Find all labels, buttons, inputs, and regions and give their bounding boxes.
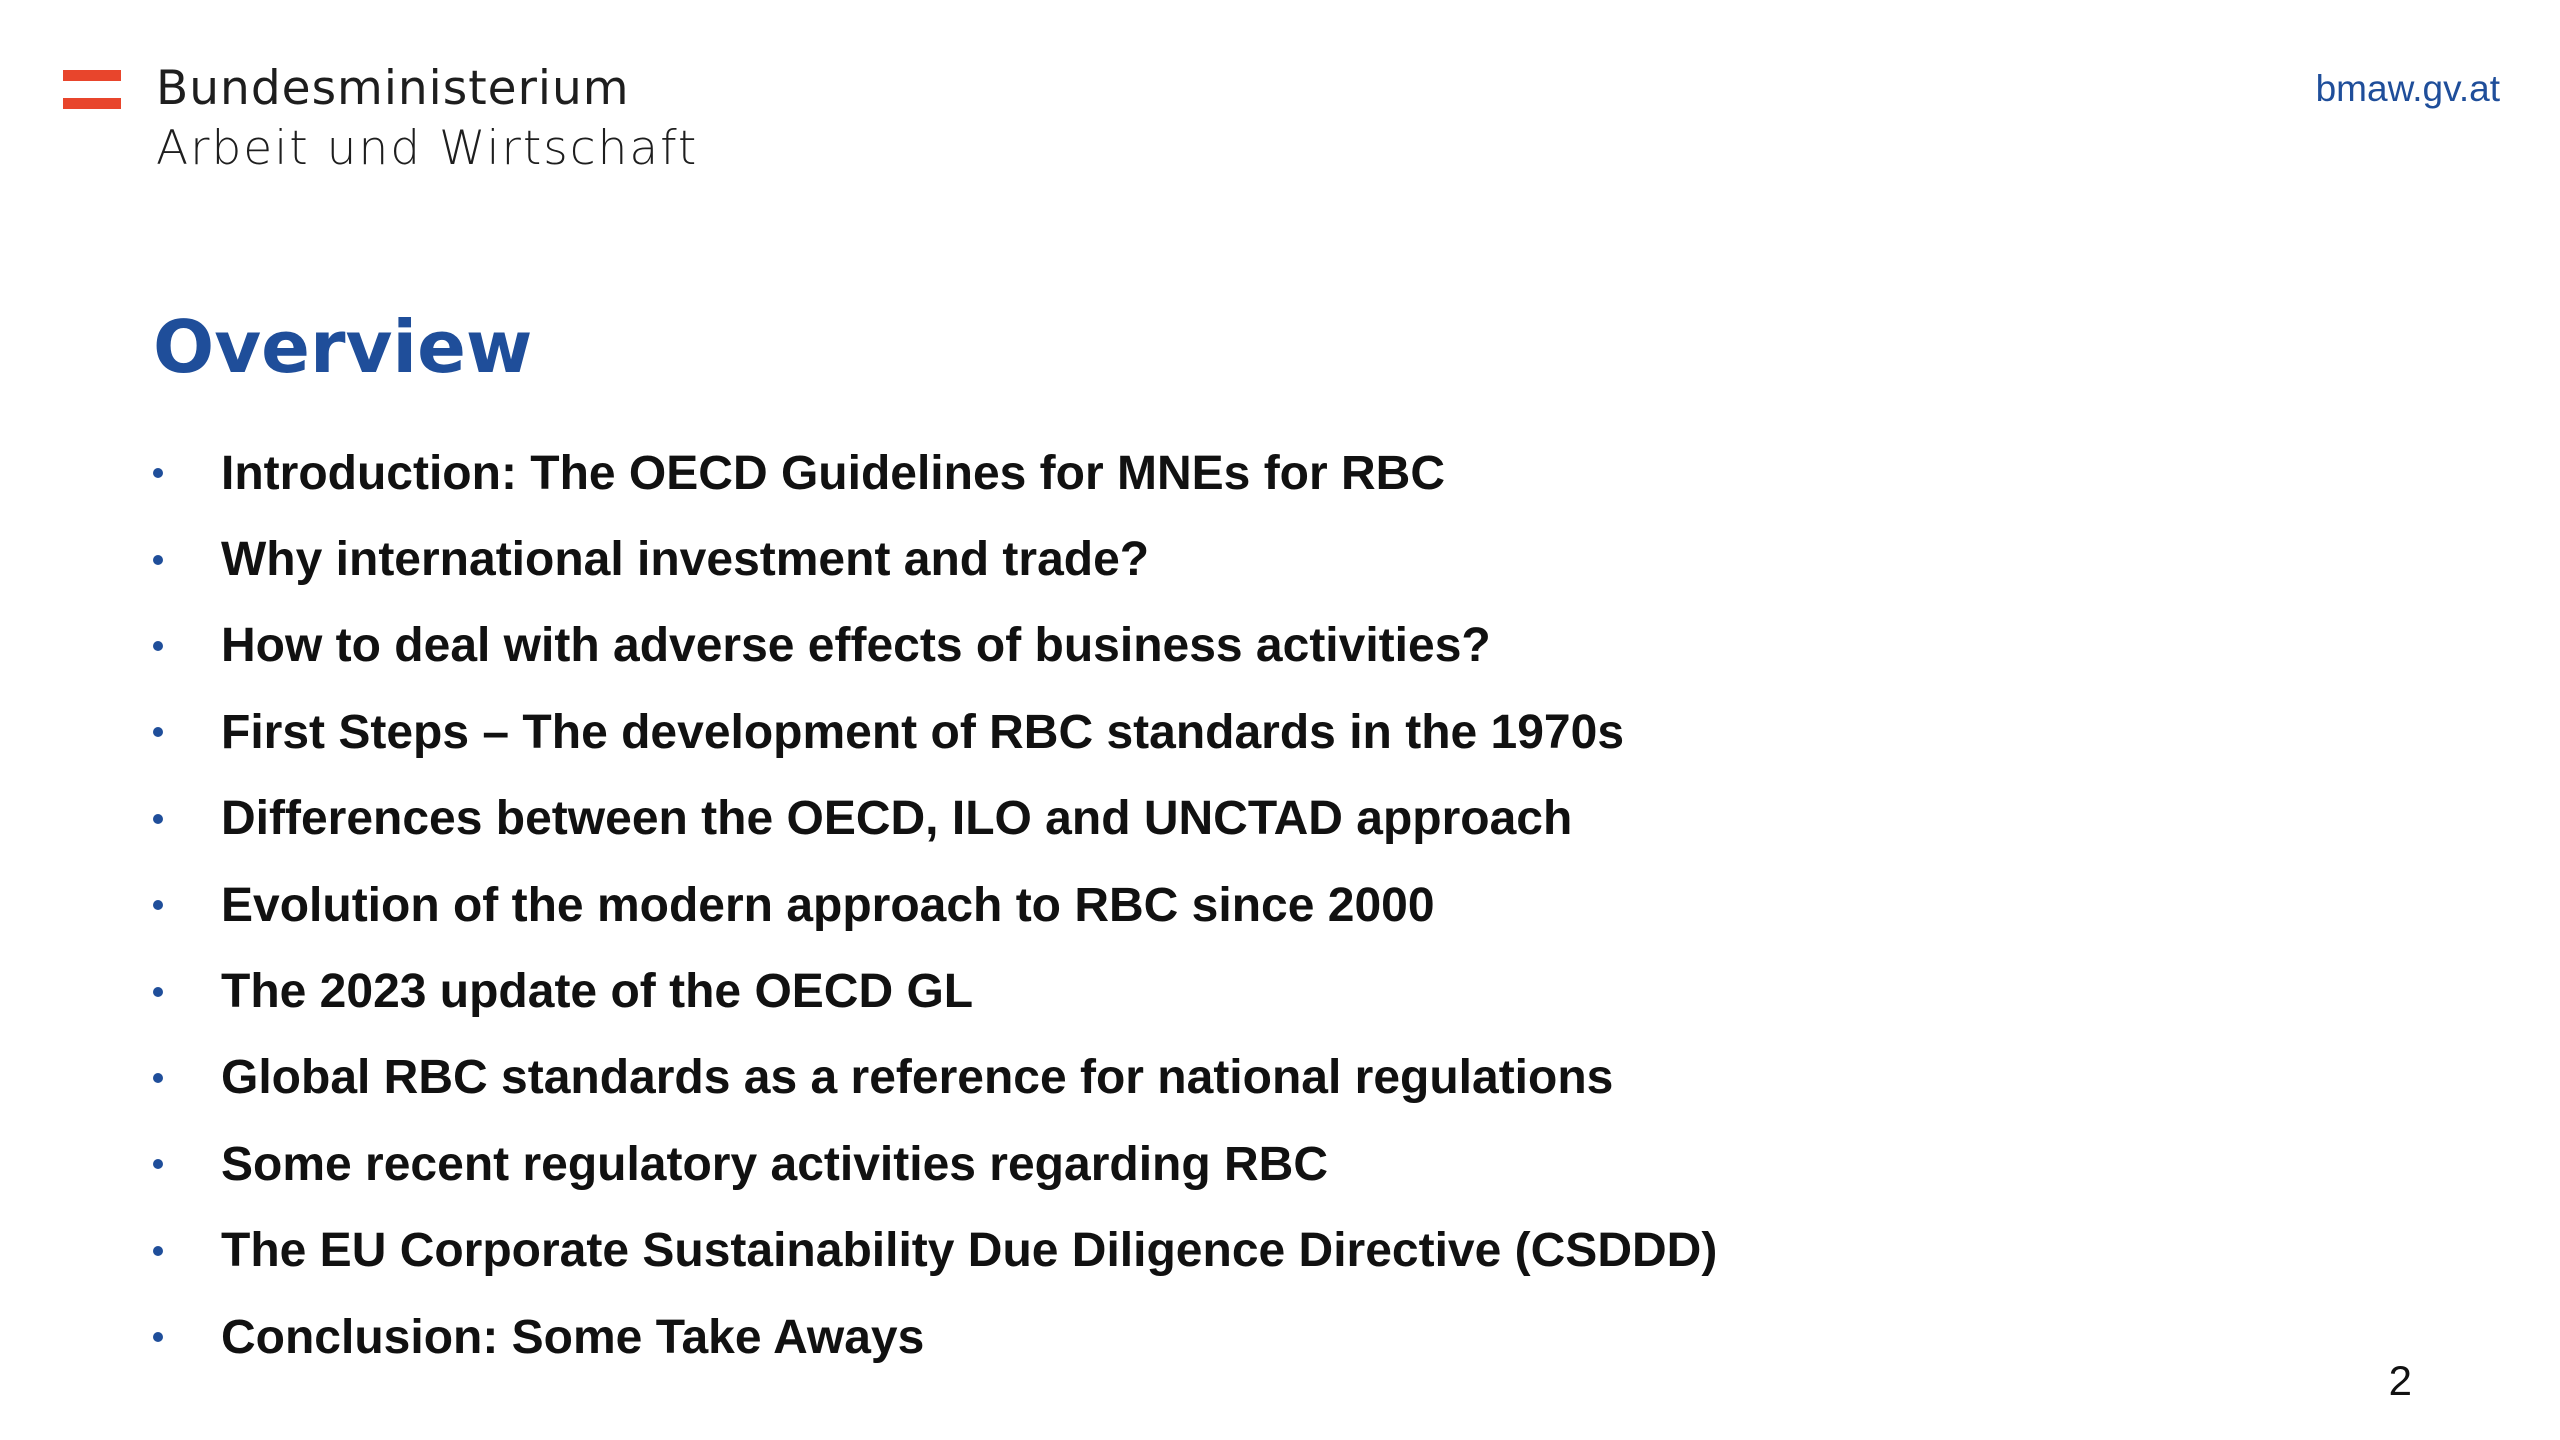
agenda-list — [153, 430, 1717, 1380]
bullet-icon — [153, 555, 163, 565]
ministry-name — [156, 60, 698, 180]
agenda-item — [153, 1294, 1717, 1380]
website-url: bmaw.gv.at — [2315, 68, 2500, 109]
agenda-item-text: Introduction: The OECD Guidelines for MNEs for RBC — [221, 446, 1445, 500]
bullet-icon — [153, 1246, 163, 1256]
ministry-logo — [63, 60, 698, 180]
agenda-item — [153, 1035, 1717, 1121]
bullet-icon — [153, 727, 163, 737]
flag-red-stripe-top — [63, 70, 121, 81]
agenda-item-text: Evolution of the modern approach to RBC since 2000 — [221, 878, 1435, 932]
agenda-item — [153, 1208, 1717, 1294]
bullet-icon — [153, 1159, 163, 1169]
bullet-icon — [153, 814, 163, 824]
agenda-item-text: The 2023 update of the OECD GL — [221, 965, 974, 1019]
bullet-icon — [153, 641, 163, 651]
agenda-item — [153, 430, 1717, 516]
agenda-item-text: Global RBC standards as a reference for national regulations — [221, 1051, 1614, 1105]
agenda-item — [153, 516, 1717, 602]
agenda-item — [153, 862, 1717, 948]
agenda-item-text: Some recent regulatory activities regarding RBC — [221, 1137, 1328, 1191]
agenda-item-text: Differences between the OECD, ILO and UNCTAD approach — [221, 792, 1573, 846]
bullet-icon — [153, 900, 163, 910]
slide-title: Overview — [153, 305, 533, 389]
agenda-item-text: How to deal with adverse effects of business activities? — [221, 619, 1491, 673]
ministry-name-line2: Arbeit und Wirtschaft — [156, 121, 699, 176]
agenda-item — [153, 689, 1717, 775]
bullet-icon — [153, 1332, 163, 1342]
bullet-icon — [153, 468, 163, 478]
ministry-name-line1: Bundesministerium — [156, 61, 630, 116]
agenda-item — [153, 776, 1717, 862]
agenda-item — [153, 1121, 1717, 1207]
agenda-item — [153, 948, 1717, 1034]
bullet-icon — [153, 1073, 163, 1083]
agenda-item — [153, 603, 1717, 689]
agenda-item-text: The EU Corporate Sustainability Due Diligence Directive (CSDDD) — [221, 1224, 1718, 1278]
agenda-item-text: Conclusion: Some Take Aways — [221, 1310, 925, 1364]
agenda-item-text: First Steps – The development of RBC standards in the 1970s — [221, 705, 1625, 759]
bullet-icon — [153, 987, 163, 997]
agenda-item-text: Why international investment and trade? — [221, 533, 1150, 587]
page-number: 2 — [2388, 1357, 2412, 1404]
flag-red-stripe-bottom — [63, 98, 121, 109]
austrian-flag-icon — [63, 70, 121, 110]
